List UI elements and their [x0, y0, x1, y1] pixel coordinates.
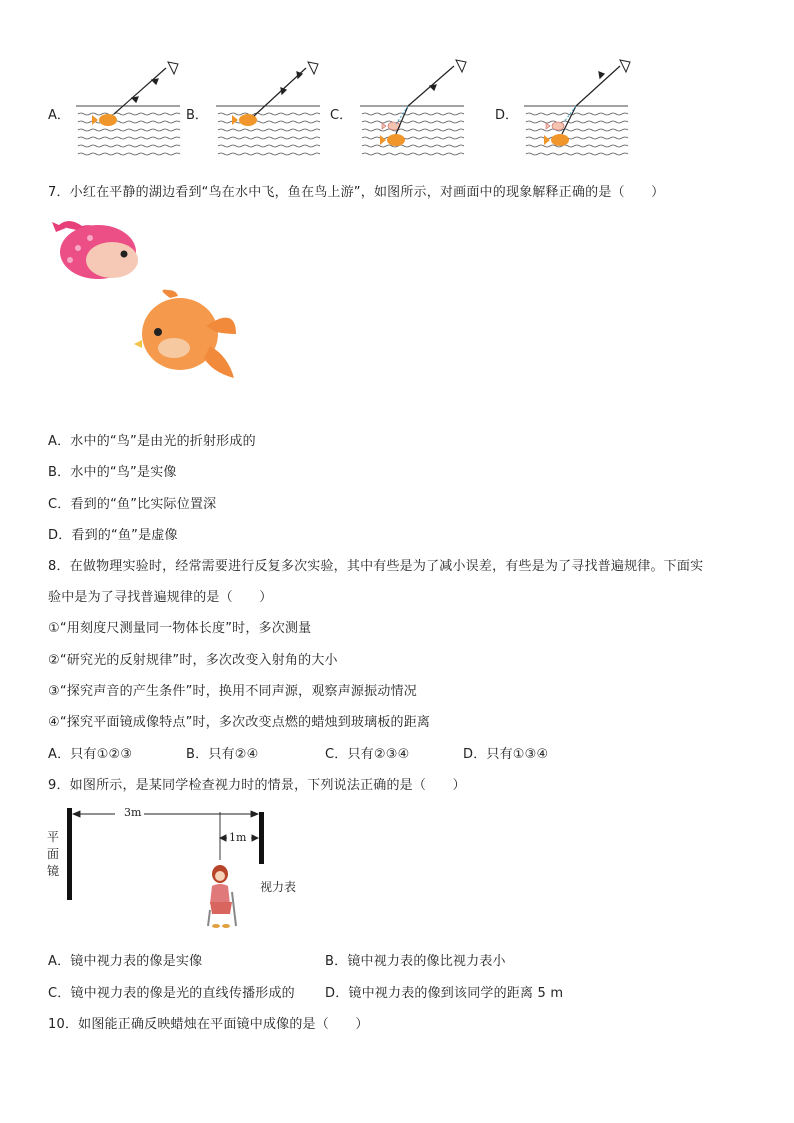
fish-icon — [380, 134, 405, 146]
q6-option-b-figure — [214, 58, 334, 158]
q6-option-a-figure — [74, 58, 194, 158]
light-ray-arrow — [114, 68, 166, 114]
water-waves — [216, 106, 320, 155]
q8-item-4: ④“探究平面镜成像特点”时，多次改变点燃的蜡烛到玻璃板的距离 — [48, 715, 431, 730]
q6-option-d-figure — [522, 58, 642, 158]
q6-option-a-label[interactable]: A． — [48, 108, 70, 123]
orange-bird-icon — [134, 290, 236, 378]
student-icon — [208, 865, 236, 928]
q8-item-2: ②“研究光的反射规律”时，多次改变入射角的大小 — [48, 653, 338, 668]
q7-figure — [50, 208, 250, 388]
q8-item-3: ③“探究声音的产生条件”时，换用不同声源，观察声源振动情况 — [48, 684, 417, 699]
q9-option-d[interactable]: D．镜中视力表的像到该同学的距离 5 m — [325, 986, 564, 1001]
fish-icon — [92, 114, 117, 126]
light-ray-arrow — [562, 66, 620, 134]
q7-option-a[interactable]: A．水中的“鸟”是由光的折射形成的 — [48, 434, 256, 449]
q7-option-c[interactable]: C．看到的“鱼”比实际位置深 — [48, 497, 217, 512]
q8-item-1: ①“用刻度尺测量同一物体长度”时，多次测量 — [48, 621, 312, 636]
eye-icon — [308, 62, 318, 74]
eye-chart — [259, 812, 264, 864]
q7-stem: 7．小红在平静的湖边看到“鸟在水中飞，鱼在鸟上游”，如图所示，对画面中的现象解释正确的是（ ） — [48, 185, 665, 200]
q6-option-c-figure — [358, 58, 478, 158]
eye-icon — [620, 60, 630, 72]
q8-option-c[interactable]: C．只有②③④ — [325, 747, 410, 762]
eye-chart-label: 视力表 — [260, 880, 297, 894]
eye-icon — [456, 60, 466, 72]
pink-fish-icon — [52, 221, 138, 279]
light-ray-arrow — [254, 68, 306, 116]
q9-stem: 9．如图所示，是某同学检查视力时的情景，下列说法正确的是（ ） — [48, 778, 466, 793]
q8-option-b[interactable]: B．只有②④ — [186, 747, 259, 762]
distance-3m-arrow — [73, 811, 258, 817]
light-ray-arrow — [396, 66, 454, 134]
q6-option-c-label[interactable]: C． — [330, 108, 353, 123]
mirror-label: 平面镜 — [47, 830, 60, 878]
fish-icon — [232, 114, 257, 126]
q6-option-d-label[interactable]: D． — [495, 108, 519, 123]
q8-option-a[interactable]: A．只有①②③ — [48, 747, 133, 762]
fish-icon — [544, 134, 569, 146]
q10-stem: 10．如图能正确反映蜡烛在平面镜中成像的是（ ） — [48, 1017, 369, 1032]
distance-1m-label: 1m — [229, 831, 247, 844]
q9-option-c[interactable]: C．镜中视力表的像是光的直线传播形成的 — [48, 986, 295, 1001]
eye-test-diagram — [60, 802, 300, 932]
q8-stem-line2: 验中是为了寻找普遍规律的是（ ） — [48, 590, 273, 605]
plane-mirror — [67, 808, 72, 900]
water-waves — [76, 106, 180, 155]
q6-option-b-label[interactable]: B． — [186, 108, 208, 123]
q7-option-d[interactable]: D．看到的“鱼”是虚像 — [48, 528, 178, 543]
water-waves — [524, 106, 628, 155]
q9-option-a[interactable]: A．镜中视力表的像是实像 — [48, 954, 203, 969]
eye-icon — [168, 62, 178, 74]
q8-option-d[interactable]: D．只有①③④ — [463, 747, 549, 762]
q9-option-b[interactable]: B．镜中视力表的像比视力表小 — [325, 954, 506, 969]
q7-option-b[interactable]: B．水中的“鸟”是实像 — [48, 465, 177, 480]
q8-stem-line1: 8．在做物理实验时，经常需要进行反复多次实验，其中有些是为了减小误差，有些是为了寻找普遍规律。下面实 — [48, 559, 704, 574]
water-waves — [360, 106, 464, 155]
fish-image-icon — [382, 122, 400, 130]
distance-3m-label: 3m — [124, 806, 142, 819]
fish-image-icon — [546, 122, 564, 130]
